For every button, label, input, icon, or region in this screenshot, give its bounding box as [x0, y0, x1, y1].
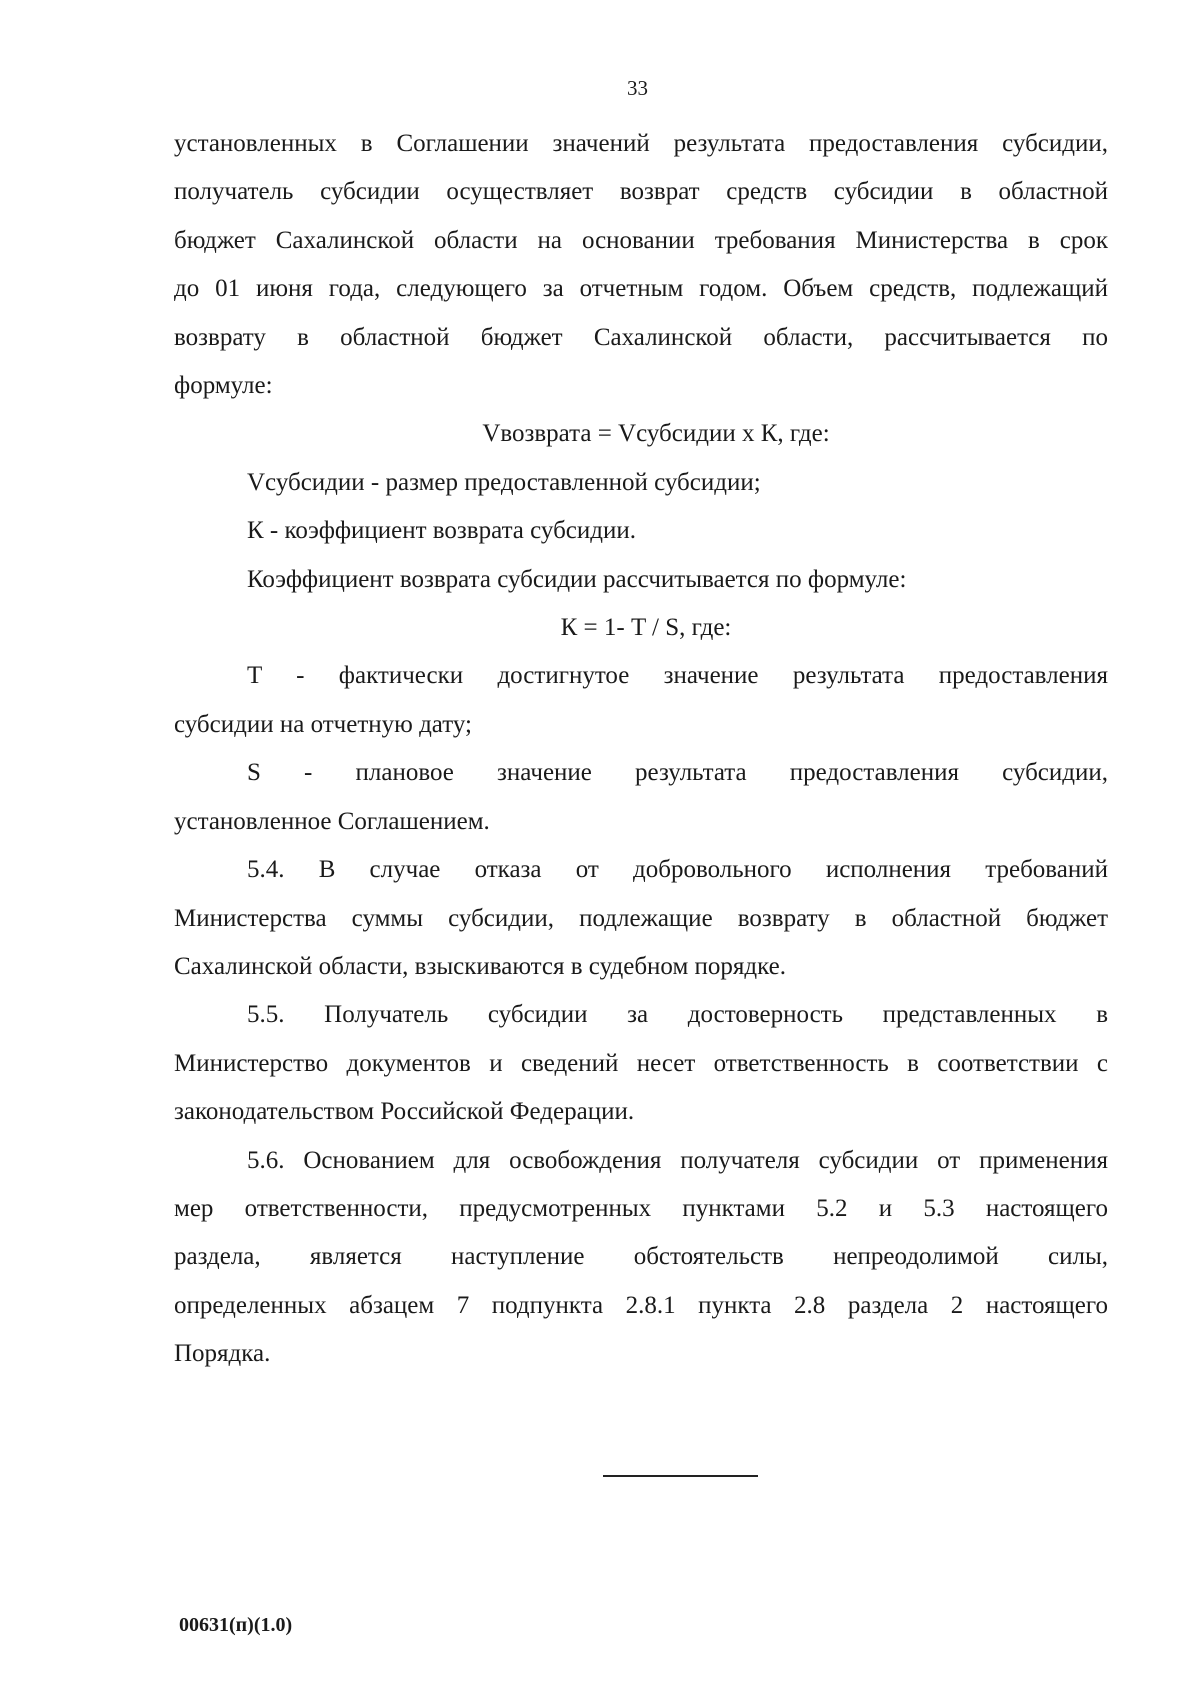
- page-number: 33: [627, 76, 648, 100]
- formula-definition: К - коэффициент возврата субсидии.: [247, 517, 637, 545]
- text-line: получатель субсидии осуществляет возврат средств субсидии в областной: [174, 178, 1108, 206]
- text-line: раздела, является наступление обстоятельств непреодолимой силы,: [174, 1243, 1108, 1271]
- document-body: [174, 120, 1108, 1379]
- text-line: установленное Соглашением.: [174, 807, 490, 835]
- formula-definition: S - плановое значение результата предоставления субсидии,: [247, 759, 1108, 787]
- clause-5-5: 5.5. Получатель субсидии за достоверность представленных в: [247, 1001, 1108, 1029]
- text-line: мер ответственности, предусмотренных пунктами 5.2 и 5.3 настоящего: [174, 1194, 1108, 1222]
- text-line: определенных абзацем 7 подпункта 2.8.1 пункта 2.8 раздела 2 настоящего: [174, 1291, 1108, 1319]
- formula-coefficient: К = 1- T / S, где:: [560, 614, 732, 642]
- clause-5-4: 5.4. В случае отказа от добровольного исполнения требований: [247, 856, 1108, 884]
- text-line: возврату в областной бюджет Сахалинской области, рассчитывается по: [174, 323, 1108, 351]
- formula-definition: T - фактически достигнутое значение результата предоставления: [247, 662, 1108, 690]
- document-code: 00631(п)(1.0): [179, 1614, 293, 1636]
- text-line: Министерство документов и сведений несет ответственность в соответствии с: [174, 1049, 1108, 1077]
- formula-definition: Vсубсидии - размер предоставленной субсидии;: [247, 468, 761, 496]
- text-line: Порядка.: [174, 1340, 271, 1368]
- text-line: субсидии на отчетную дату;: [174, 710, 472, 738]
- text-line: бюджет Сахалинской области на основании требования Министерства в срок: [174, 226, 1108, 254]
- text-line: Сахалинской области, взыскиваются в судебном порядке.: [174, 952, 786, 980]
- text-line: формуле:: [174, 372, 273, 400]
- text-line: установленных в Соглашении значений результата предоставления субсидии,: [174, 130, 1108, 157]
- closing-rule: [603, 1475, 758, 1477]
- clause-5-6: 5.6. Основанием для освобождения получателя субсидии от применения: [247, 1146, 1108, 1174]
- text-line: Министерства суммы субсидии, подлежащие возврату в областной бюджет: [174, 904, 1108, 932]
- text-line: до 01 июня года, следующего за отчетным годом. Объем средств, подлежащий: [174, 275, 1108, 303]
- formula-return-volume: Vвозврата = Vсубсидии x К, где:: [482, 420, 830, 448]
- text-line: законодательством Российской Федерации.: [174, 1098, 635, 1126]
- text-line: Коэффициент возврата субсидии рассчитывается по формуле:: [247, 565, 907, 593]
